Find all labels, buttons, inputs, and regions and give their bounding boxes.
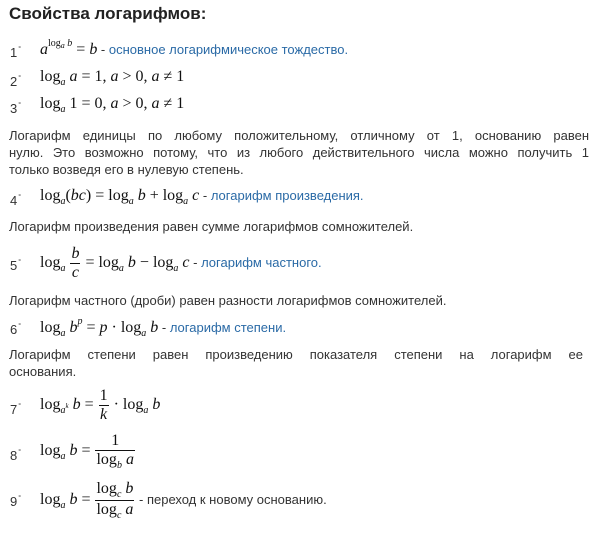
paragraph-log-power: Логарифм степени равен произведению показателя степени на логарифм ее основания.: [9, 347, 583, 379]
link-basic-identity[interactable]: основное логарифмическое тождество.: [108, 42, 349, 57]
formula-6: $\log_a b^p = p \cdot \log_a b$ - логарифм степени.: [40, 316, 287, 339]
formula-1: $a^{log_a b} = b$ - основное логарифмическое тождество.: [40, 38, 349, 58]
formula-2: $\log_a a = 1$, a > 0, a ≠ 1: [40, 68, 185, 88]
item-number-4: 4°: [10, 193, 22, 208]
link-log-product[interactable]: логарифм произведения.: [210, 188, 364, 203]
item-number-8: 8°: [10, 448, 22, 463]
formula-4: $\log_a(bc) = \log_a b + \log_a c$ - логарифм произведения.: [40, 187, 364, 207]
formula-9: $\log_a b$ = $\frac{\log_c b}{\log_c a}$ - переход к новому основанию.: [40, 480, 327, 521]
formula-3: $\log_a 1 = 0$, a > 0, a ≠ 1: [40, 95, 185, 115]
item-number-2: 2°: [10, 74, 22, 89]
page-title: Свойства логарифмов:: [9, 4, 207, 23]
formula-8: $\log_a b$ = $\frac{1}{\log_b a}$: [40, 432, 134, 471]
item-number-6: 6°: [10, 322, 22, 337]
item-number-5: 5°: [10, 258, 22, 273]
item-number-9: 9°: [10, 494, 22, 509]
item-number-3: 3°: [10, 101, 22, 116]
paragraph-log-quotient: Логарифм частного (дроби) равен разности логарифмов сомножителей.: [9, 293, 447, 308]
item-number-7: 7°: [10, 402, 22, 417]
paragraph-log-product: Логарифм произведения равен сумме логарифмов сомножителей.: [9, 219, 414, 234]
paragraph-log-of-one: Логарифм единицы по любому положительному, отличному от 1, основанию равен нулю. Это возможно потому, что из любого действительного числа можно получить 1 только возведя его в нулевую степень.: [9, 128, 589, 177]
link-log-power[interactable]: логарифм степени.: [169, 320, 287, 335]
formula-7: $\log_{a^k} b$ = $\frac{1}{k}$ · $\log_a b$: [40, 387, 161, 423]
item-number-1: 1°: [10, 45, 22, 60]
link-log-quotient[interactable]: логарифм частного.: [201, 254, 322, 270]
formula-5: $\log_a$ $\frac{b}{c}$ = $\log_a b - \log_a c$ - логарифм частного.: [40, 245, 322, 281]
